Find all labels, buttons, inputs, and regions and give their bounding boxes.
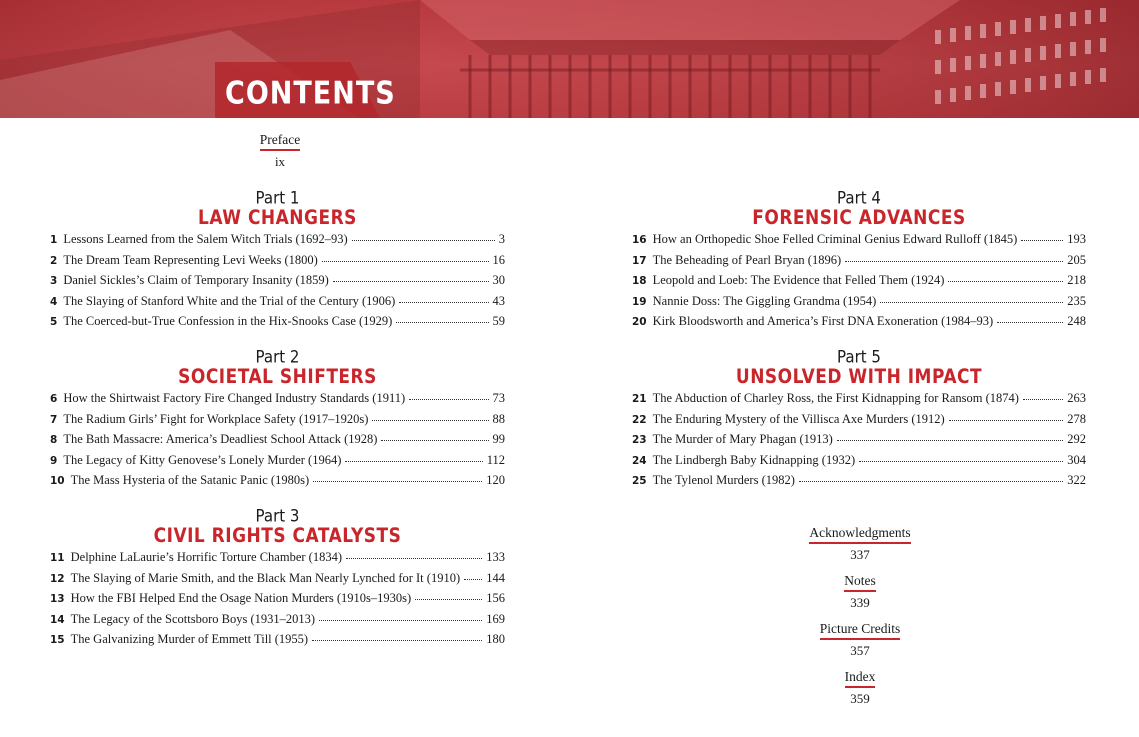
chapter-title: Lessons Learned from the Salem Witch Trials (1692–93) <box>63 232 348 246</box>
prison-cell-banner-image <box>0 0 1139 118</box>
part-heading <box>50 190 505 228</box>
chapter-number: 6 <box>50 392 58 405</box>
chapter-page: 322 <box>1067 473 1086 488</box>
dot-leader <box>464 578 482 580</box>
chapter-title: Nannie Doss: The Giggling Grandma (1954) <box>652 293 877 308</box>
chapter-title: The Enduring Mystery of the Villisca Axe Murders (1912) <box>652 411 945 426</box>
chapter-page: 133 <box>486 549 505 564</box>
chapter-title: How the FBI Helped End the Osage Nation Murders (1910s–1930s) <box>70 591 412 606</box>
chapter-entry[interactable] <box>632 453 1086 474</box>
chapter-number: 18 <box>632 275 647 288</box>
chapter-page: 278 <box>1067 411 1086 426</box>
chapter-title: The Slaying of Stanford White and the Trial of the Century (1906) <box>63 293 396 308</box>
chapter-title: How an Orthopedic Shoe Felled Criminal Genius Edward Rulloff (1845) <box>652 232 1018 246</box>
part-label: Part 5 <box>837 347 881 367</box>
chapter-title: The Bath Massacre: America’s Deadliest School Attack (1928) <box>63 432 378 447</box>
dot-leader <box>415 598 482 600</box>
chapter-number: 19 <box>632 295 647 308</box>
part-label: Part 2 <box>255 347 300 367</box>
preface-label: Preface <box>260 132 300 151</box>
dot-leader <box>399 301 488 303</box>
part-title: CIVIL RIGHTS CATALYSTS <box>153 524 402 548</box>
dot-leader <box>949 419 1064 421</box>
back-matter-page: 357 <box>850 643 870 658</box>
chapter-page: 88 <box>492 411 505 426</box>
chapter-entry[interactable] <box>632 294 1086 315</box>
chapter-title: The Legacy of Kitty Genovese’s Lonely Murder (1964) <box>63 452 342 467</box>
back-matter-entry[interactable] <box>790 524 930 564</box>
dot-leader <box>322 260 489 262</box>
chapter-list <box>632 232 1086 335</box>
chapter-page: 156 <box>486 591 505 606</box>
chapter-entry[interactable] <box>50 412 505 433</box>
back-matter-page: 339 <box>850 595 870 610</box>
dot-leader <box>381 439 488 441</box>
chapter-number: 11 <box>50 551 65 564</box>
chapter-number: 1 <box>50 234 58 246</box>
dot-leader <box>346 557 482 559</box>
chapter-number: 3 <box>50 275 58 288</box>
chapter-page: 16 <box>492 252 505 267</box>
back-matter-entry[interactable] <box>790 620 930 660</box>
chapter-page: 73 <box>492 390 505 405</box>
dot-leader <box>372 419 488 421</box>
back-matter-page: 337 <box>850 547 870 562</box>
back-matter-entry[interactable] <box>790 668 930 708</box>
back-matter-label: Picture Credits <box>820 621 901 640</box>
back-matter-label: Index <box>845 669 876 688</box>
dot-leader <box>799 480 1063 482</box>
chapter-title: The Abduction of Charley Ross, the First Kidnapping for Ransom (1874) <box>652 390 1019 405</box>
chapter-number: 20 <box>632 316 647 329</box>
dot-leader <box>333 280 489 282</box>
chapter-entry[interactable] <box>50 253 505 274</box>
dot-leader <box>880 301 1063 303</box>
chapter-page: 59 <box>492 314 505 329</box>
dot-leader <box>409 398 488 400</box>
chapter-page: 205 <box>1067 252 1086 267</box>
dot-leader <box>837 439 1063 441</box>
chapter-title: How the Shirtwaist Factory Fire Changed Industry Standards (1911) <box>63 390 406 405</box>
part-title: UNSOLVED WITH IMPACT <box>735 365 983 389</box>
chapter-title: The Slaying of Marie Smith, and the Black Man Nearly Lynched for It (1910) <box>70 570 461 585</box>
chapter-title: Delphine LaLaurie’s Horrific Torture Chamber (1834) <box>70 549 342 564</box>
chapter-entry[interactable] <box>50 391 505 412</box>
chapter-entry[interactable] <box>50 632 505 653</box>
chapter-number: 2 <box>50 254 58 267</box>
chapter-page: 193 <box>1067 232 1086 246</box>
preface-entry[interactable] <box>230 131 330 171</box>
chapter-page: 112 <box>486 452 505 467</box>
dot-leader <box>845 260 1063 262</box>
chapter-page: 248 <box>1067 314 1086 329</box>
chapter-number: 5 <box>50 316 58 329</box>
chapter-number: 25 <box>632 475 647 488</box>
dot-leader <box>396 321 488 323</box>
chapter-number: 15 <box>50 634 65 647</box>
page-title: CONTENTS <box>225 76 396 112</box>
chapter-entry[interactable] <box>632 432 1086 453</box>
part-title: FORENSIC ADVANCES <box>752 206 966 230</box>
chapter-number: 22 <box>632 413 647 426</box>
chapter-entry[interactable] <box>632 314 1086 335</box>
chapter-number: 4 <box>50 295 58 308</box>
chapter-page: 120 <box>486 473 505 488</box>
chapter-number: 12 <box>50 572 65 585</box>
chapter-title: The Lindbergh Baby Kidnapping (1932) <box>652 452 856 467</box>
chapter-page: 292 <box>1067 432 1086 447</box>
dot-leader <box>319 619 482 621</box>
part-heading <box>632 190 1086 228</box>
chapter-title: The Beheading of Pearl Bryan (1896) <box>652 252 842 267</box>
chapter-page: 43 <box>492 293 505 308</box>
chapter-entry[interactable] <box>50 550 505 571</box>
chapter-page: 235 <box>1067 293 1086 308</box>
dot-leader <box>313 480 482 482</box>
chapter-page: 144 <box>486 570 505 585</box>
chapter-entry[interactable] <box>50 612 505 633</box>
part-label: Part 4 <box>837 188 881 208</box>
chapter-title: The Mass Hysteria of the Satanic Panic (1980s) <box>70 473 310 488</box>
chapter-title: The Legacy of the Scottsboro Boys (1931–2013) <box>70 611 316 626</box>
chapter-number: 21 <box>632 392 647 405</box>
chapter-list <box>632 391 1086 494</box>
chapter-list <box>50 391 505 494</box>
preface-page: ix <box>274 154 286 169</box>
chapter-entry[interactable] <box>50 273 505 294</box>
chapter-page: 304 <box>1067 452 1086 467</box>
dot-leader <box>1021 239 1063 241</box>
chapter-number: 8 <box>50 434 58 447</box>
chapter-page: 30 <box>492 273 505 288</box>
chapter-number: 13 <box>50 593 65 606</box>
chapter-number: 7 <box>50 413 58 426</box>
chapter-entry[interactable] <box>50 232 505 253</box>
back-matter-label: Acknowledgments <box>809 525 910 544</box>
chapter-entry[interactable] <box>50 294 505 315</box>
chapter-entry[interactable] <box>632 391 1086 412</box>
chapter-page: 3 <box>498 232 505 246</box>
chapter-number: 10 <box>50 475 65 488</box>
part-heading <box>50 349 505 387</box>
dot-leader <box>948 280 1063 282</box>
chapter-entry[interactable] <box>50 453 505 474</box>
chapter-title: The Tylenol Murders (1982) <box>652 473 795 488</box>
chapter-entry[interactable] <box>632 273 1086 294</box>
part-title: SOCIETAL SHIFTERS <box>178 365 377 389</box>
part-heading <box>632 349 1086 387</box>
toc-left-column <box>50 190 505 653</box>
dot-leader <box>859 460 1063 462</box>
chapter-entry[interactable] <box>632 253 1086 274</box>
dot-leader <box>1023 398 1063 400</box>
chapter-number: 16 <box>632 234 647 246</box>
dot-leader <box>345 460 482 462</box>
chapter-entry[interactable] <box>50 571 505 592</box>
chapter-entry[interactable] <box>632 412 1086 433</box>
chapter-entry[interactable] <box>632 473 1086 494</box>
chapter-number: 14 <box>50 613 65 626</box>
part-heading <box>50 508 505 546</box>
chapter-page: 263 <box>1067 390 1086 405</box>
chapter-entry[interactable] <box>50 432 505 453</box>
chapter-number: 24 <box>632 454 647 467</box>
back-matter-entry[interactable] <box>790 572 930 612</box>
back-matter-label: Notes <box>844 573 876 592</box>
chapter-page: 180 <box>486 632 505 647</box>
back-matter-page: 359 <box>850 691 870 706</box>
part-label: Part 3 <box>255 506 300 526</box>
header-banner <box>0 0 1139 118</box>
chapter-title: The Dream Team Representing Levi Weeks (1800) <box>63 252 318 267</box>
part-label: Part 1 <box>255 188 300 208</box>
toc-right-column <box>632 190 1086 494</box>
chapter-number: 17 <box>632 254 647 267</box>
chapter-title: The Galvanizing Murder of Emmett Till (1955) <box>70 632 309 647</box>
chapter-entry[interactable] <box>632 232 1086 253</box>
dot-leader <box>997 321 1063 323</box>
chapter-list <box>50 550 505 653</box>
chapter-entry[interactable] <box>50 473 505 494</box>
chapter-entry[interactable] <box>50 314 505 335</box>
chapter-number: 23 <box>632 434 647 447</box>
chapter-title: The Radium Girls’ Fight for Workplace Safety (1917–1920s) <box>63 411 369 426</box>
chapter-title: Daniel Sickles’s Claim of Temporary Insanity (1859) <box>63 273 329 288</box>
chapter-title: The Coerced-but-True Confession in the Hix-Snooks Case (1929) <box>63 314 393 329</box>
chapter-page: 218 <box>1067 273 1086 288</box>
chapter-page: 99 <box>492 432 505 447</box>
back-matter <box>790 524 930 716</box>
chapter-number: 9 <box>50 454 58 467</box>
part-title: LAW CHANGERS <box>198 206 357 230</box>
dot-leader <box>352 239 495 241</box>
chapter-title: The Murder of Mary Phagan (1913) <box>652 432 833 447</box>
chapter-title: Kirk Bloodsworth and America’s First DNA Exoneration (1984–93) <box>652 314 994 329</box>
chapter-list <box>50 232 505 335</box>
dot-leader <box>312 639 482 641</box>
chapter-entry[interactable] <box>50 591 505 612</box>
chapter-page: 169 <box>486 611 505 626</box>
chapter-title: Leopold and Loeb: The Evidence that Felled Them (1924) <box>652 273 945 288</box>
